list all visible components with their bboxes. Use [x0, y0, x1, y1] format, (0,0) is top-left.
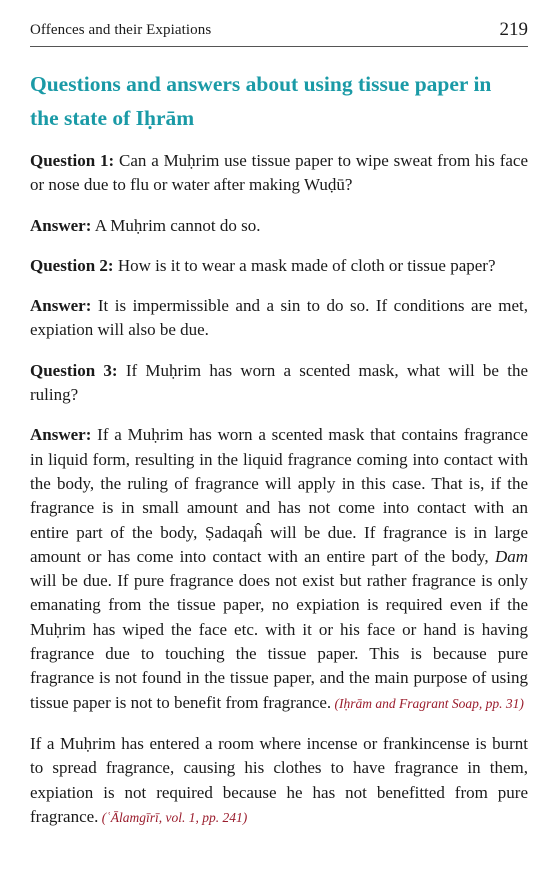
- answer-1-label: Answer:: [30, 215, 92, 235]
- question-3-text: If Muḥrim has worn a scented mask, what will be the ruling?: [30, 360, 528, 405]
- closing-paragraph: [30, 732, 528, 830]
- answer-1-text: A Muḥrim cannot do so.: [91, 215, 261, 235]
- closing-paragraph-reference: (ʿĀlamgīrī, vol. 1, pp. 241): [98, 809, 248, 825]
- page-header: [30, 0, 528, 47]
- question-1: [30, 149, 528, 198]
- question-2-text: How is it to wear a mask made of cloth or tissue paper?: [113, 255, 496, 275]
- answer-3-text-a: If a Muḥrim has worn a scented mask that contains fragrance in liquid form, resulting in the liquid fragrance coming into contact with the body, the ruling of fragrance will apply in this case. That is, if the fragrance is in small amount and has not come into contact with an entire part of the body, Ṣadaqaĥ will be due. If fragrance is in large amount or has come into contact with an entire part of the body,: [30, 425, 528, 566]
- section-title-line-2: the state of Iḥrām: [30, 106, 195, 130]
- page-number: 219: [499, 19, 528, 40]
- question-3: [30, 359, 528, 408]
- answer-2: [30, 294, 528, 343]
- answer-3-italic-term: Dam: [494, 546, 528, 566]
- answer-3-text-b: will be due. If pure fragrance does not exist but rather fragrance is only emanating from the tissue paper, no expiation is required even if the Muḥrim has wiped the face etc. with it or his face or hand is having fragrance due to touching the tissue paper. This is because pure fragrance is not found in the tissue paper, and the main purpose of using tissue paper is not to benefit from fragrance.: [30, 571, 528, 712]
- question-2-label: Question 2:: [30, 255, 114, 275]
- question-3-label: Question 3:: [30, 360, 118, 380]
- question-1-text: Can a Muḥrim use tissue paper to wipe sweat from his face or nose due to flu or water after making Wuḍū?: [30, 151, 528, 195]
- section-title: [30, 67, 528, 135]
- answer-2-label: Answer:: [30, 296, 92, 316]
- answer-2-text: It is impermissible and a sin to do so. If conditions are met, expiation will also be due.: [30, 296, 528, 340]
- question-2: [30, 254, 528, 278]
- question-1-label: Question 1:: [30, 151, 115, 170]
- running-head: Offences and their Expiations: [30, 22, 212, 38]
- answer-1: [30, 214, 528, 238]
- closing-paragraph-text: If a Muḥrim has entered a room where incense or frankincense is burnt to spread fragrance, causing his clothes to have fragrance in them, expiation is not required because he has not benefitted from pure fragrance.: [30, 733, 528, 826]
- answer-3-reference: (Iḥrām and Fragrant Soap, pp. 31): [331, 695, 524, 711]
- section-title-line-1: Questions and answers about using tissue paper in: [30, 72, 492, 96]
- answer-3: [30, 423, 528, 716]
- answer-3-label: Answer:: [30, 425, 92, 445]
